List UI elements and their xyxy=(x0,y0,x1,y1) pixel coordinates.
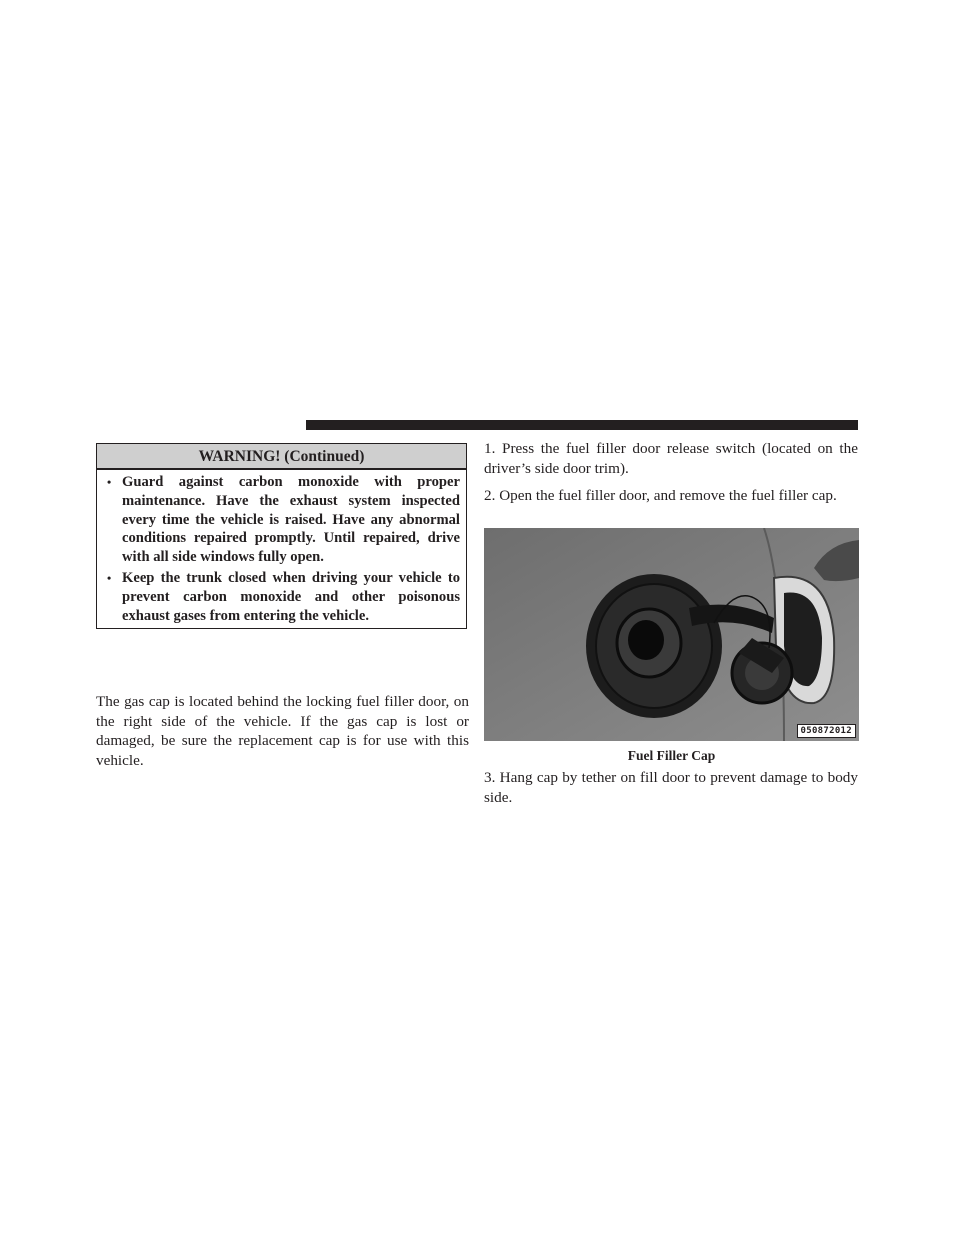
warning-item-text: Guard against carbon monoxide with proper maintenance. Have the exhaust system inspected every time the vehicle is raised. Have any abnormal conditions repaired promptly. Until repaired, drive with all side windows fully open. xyxy=(122,474,460,566)
warning-list xyxy=(97,473,466,625)
fuel-filler-cap-figure xyxy=(484,528,859,741)
section-header-bar xyxy=(306,420,858,430)
step-1: 1. Press the fuel filler door release switch (located on the driver’s side door trim). xyxy=(484,440,858,477)
warning-item xyxy=(107,473,460,567)
warning-item xyxy=(107,569,460,625)
warning-item-text: Keep the trunk closed when driving your vehicle to prevent carbon monoxide and other poisonous exhaust gases from entering the vehicle. xyxy=(122,569,460,624)
step-2: 2. Open the fuel filler door, and remove the fuel filler cap. xyxy=(484,487,837,504)
warning-title: WARNING! (Continued) xyxy=(97,444,466,470)
fuel-filler-illustration xyxy=(484,528,859,741)
figure-caption: Fuel Filler Cap xyxy=(627,748,716,763)
step-3: 3. Hang cap by tether on fill door to prevent damage to body side. xyxy=(484,769,858,806)
gas-cap-location-paragraph: The gas cap is located behind the locking fuel filler door, on the right side of the vehicle. If the gas cap is lost or damaged, be sure the replacement cap is for use with this vehicle. xyxy=(96,693,469,769)
bullet-icon: • xyxy=(107,570,112,585)
warning-box xyxy=(96,443,467,629)
bullet-icon: • xyxy=(107,475,112,489)
figure-code: 050872012 xyxy=(797,724,856,738)
